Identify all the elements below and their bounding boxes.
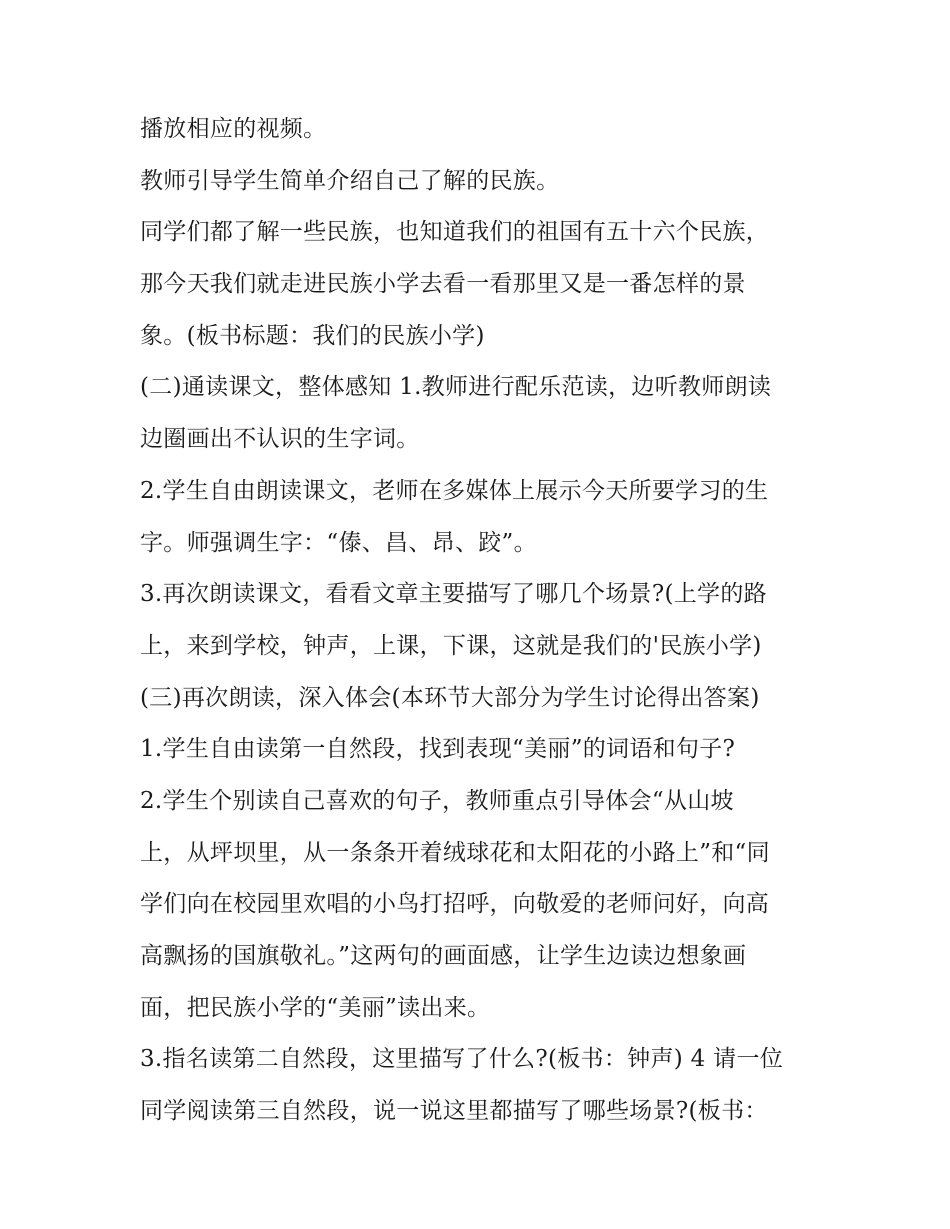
text-line: 那今天我们就走进民族小学去看一看那里又是一番怎样的景 (140, 271, 746, 298)
text-line: 教师引导学生简单介绍自己了解的民族。 (140, 167, 560, 194)
text-line: 播放相应的视频。 (140, 116, 327, 142)
text-line: 3.再次朗读课文，看看文章主要描写了哪几个场景?(上学的路 (140, 581, 767, 608)
text-line: 2.学生个别读自己喜欢的句子，教师重点引导体会“从山坡 (140, 787, 734, 814)
text-line: 2.学生自由朗读课文，老师在多媒体上展示今天所要学习的生 (140, 477, 769, 504)
text-line: (二)通读课文，整体感知 1.教师进行配乐范读，边听教师朗读 (140, 374, 772, 401)
text-line: (三)再次朗读，深入体会(本环节大部分为学生讨论得出答案) (140, 684, 760, 711)
text-line: 上，从坪坝里，从一条条开着绒球花和太阳花的小路上”和“同 (140, 839, 770, 866)
text-line: 字。师强调生字：“傣、昌、昂、跤”。 (140, 529, 537, 556)
text-line: 上，来到学校，钟声，上课，下课，这就是我们的'民族小学) (140, 632, 762, 659)
text-line: 边圈画出不认识的生字词。 (140, 426, 420, 453)
text-line: 同学阅读第三自然段，说一说这里都描写了哪些场景?(板书： (140, 1098, 768, 1125)
text-line: 学们向在校园里欢唱的小鸟打招呼，向敬爱的老师问好，向高 (140, 891, 770, 918)
text-line: 高飘扬的国旗敬礼。”这两句的画面感，让学生边读边想象画 (140, 943, 747, 969)
text-line: 3.指名读第二自然段，这里描写了什么?(板书：钟声) 4 请一位 (140, 1046, 784, 1073)
text-line: 同学们都了解一些民族，也知道我们的祖国有五十六个民族， (140, 219, 770, 246)
text-line: 面，把民族小学的“美丽”读出来。 (140, 994, 491, 1021)
text-line: 1.学生自由读第一自然段，找到表现“美丽”的词语和句子? (140, 736, 736, 763)
text-line: 象。(板书标题：我们的民族小学) (140, 322, 485, 349)
document-body (140, 104, 820, 1138)
